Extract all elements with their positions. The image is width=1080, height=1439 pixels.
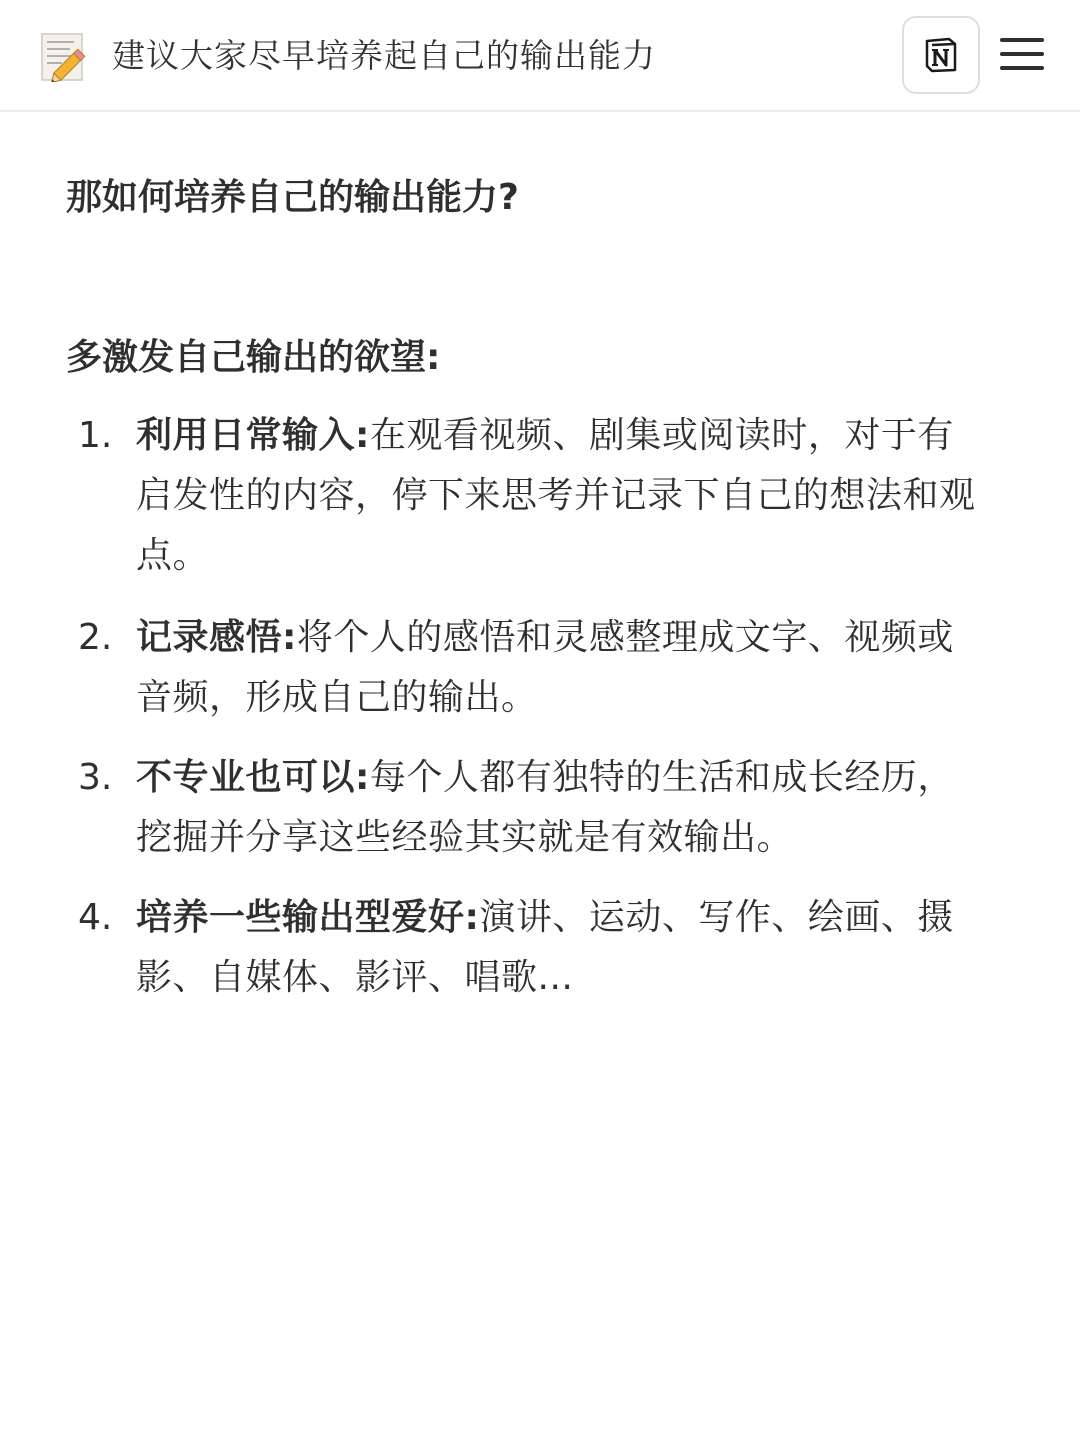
list-item-text [136,888,986,1008]
section-heading: 那如何培养自己的输出能力? [66,177,519,218]
list-item-title: 培养一些输出型爱好: [136,897,480,938]
list-item-number: 1. [78,415,113,456]
hamburger-menu-icon[interactable] [1000,34,1044,74]
list-item-body: 将个人的感悟和灵感整理成文字、视频或音频，形成自己的输出。 [136,617,954,718]
list-item-text [136,748,986,868]
list-item-title: 不专业也可以: [136,757,370,798]
list-item-body: 每个人都有独特的生活和成长经历，挖掘并分享这些经验其实就是有效输出。 [136,757,954,858]
list-item-title: 记录感悟: [136,617,297,658]
top-bar [0,0,1080,112]
notion-logo-icon [921,35,961,75]
list-item-number: 3. [78,757,113,798]
list-item-title: 利用日常输入: [136,415,370,456]
list-item-number: 4. [78,897,113,938]
list-item-text [136,406,986,586]
notion-button[interactable] [902,16,980,94]
list-item-body: 在观看视频、剧集或阅读时，对于有启发性的内容，停下来思考并记录下自己的想法和观点。 [136,415,976,576]
list-item-body: 演讲、运动、写作、绘画、摄影、自媒体、影评、唱歌... [136,897,954,998]
section-subheading: 多激发自己输出的欲望: [66,337,441,378]
memo-pencil-icon [40,30,88,82]
page-title: 建议大家尽早培养起自己的输出能力 [112,36,656,75]
list-item-text [136,608,986,728]
list-item-number: 2. [78,617,113,658]
